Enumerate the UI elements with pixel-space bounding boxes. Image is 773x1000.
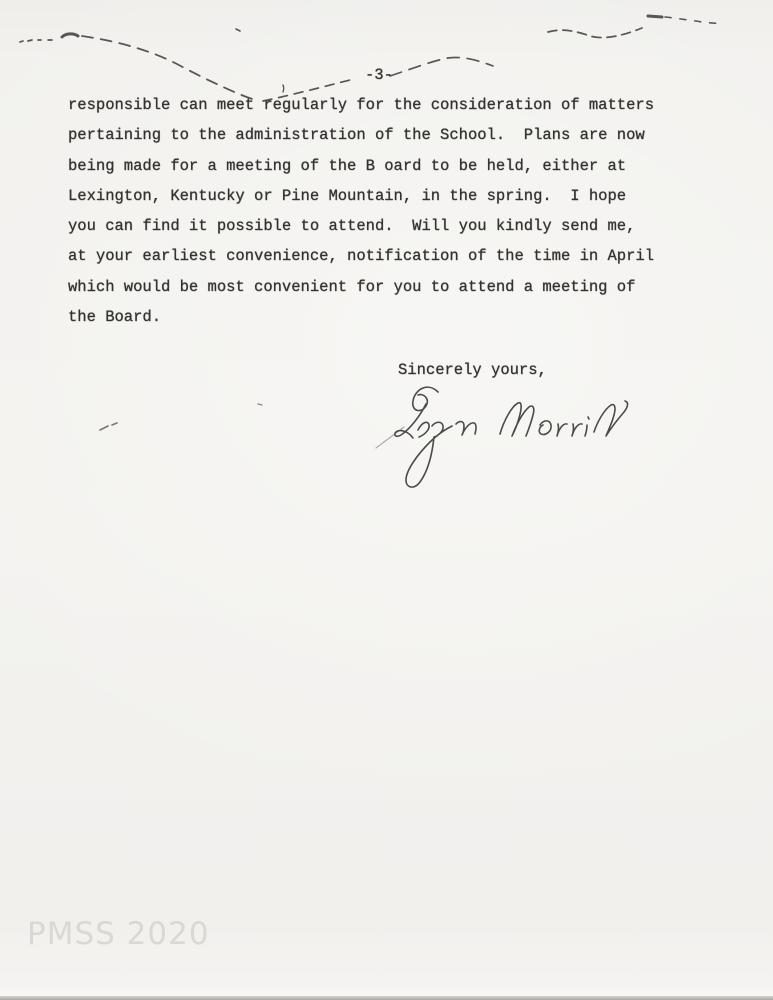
watermark: PMSS 2020 <box>27 916 210 952</box>
signature-glyn-morris <box>368 382 638 500</box>
body-line: responsible can meet regularly for the consideration of matters <box>68 96 654 114</box>
body-line: you can find it possible to attend. Will you kindly send me, <box>68 217 636 236</box>
page-bottom-edge-shadow <box>0 996 773 1000</box>
letter-body <box>68 90 654 332</box>
body-line: Lexington, Kentucky or Pine Mountain, in the spring. I hope <box>68 186 627 205</box>
body-line: pertaining to the administration of the School. Plans are now <box>68 126 645 145</box>
closing-salutation: Sincerely yours, <box>398 361 547 379</box>
page-bottom-edge-highlight <box>0 986 773 996</box>
body-line: being made for a meeting of the B oard to be held, either at <box>68 156 627 175</box>
body-line: the Board. <box>68 308 162 327</box>
page-number: -3- <box>365 66 393 84</box>
body-line: which would be most convenient for you to attend a meeting of <box>68 277 636 296</box>
body-line: at your earliest convenience, notification of the time in April <box>68 247 654 266</box>
